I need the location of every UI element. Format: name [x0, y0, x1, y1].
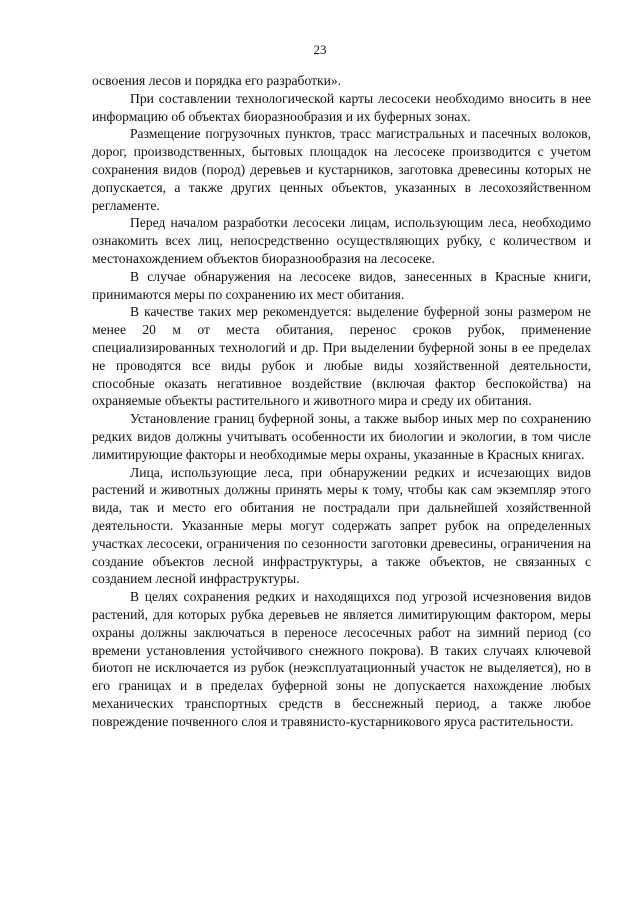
paragraph: В качестве таких мер рекомендуется: выделение буферной зоны размером не менее 20 м от места обитания, перенос сроков рубок, применение специализированных технологий и др. При выделении буферной зоны в ее пределах не проводятся все виды рубок и любые виды хозяйственной деятельности, способные оказать негативное воздействие (включая фактор беспокойства) на охраняемые объекты растительного и животного мира и среду их обитания. [92, 304, 591, 409]
paragraph: При составлении технологической карты лесосеки необходимо вносить в нее информацию об объектах биоразнообразия и их буферных зонах. [92, 90, 591, 124]
paragraph: Лица, использующие леса, при обнаружении редких и исчезающих видов растений и животных должны принять меры к тому, чтобы как сам экземпляр этого вида, так и место его обитания не пострадали при дальнейшей хозяйственной деятельности. Указанные меры могут содержать запрет рубок на определенных участках лесосеки, ограничения по сезонности заготовки древесины, ограничения на создание объектов лесной инфраструктуры, а также объектов, не связанных с созданием лесной инфраструктуры. [92, 464, 591, 587]
paragraph: В случае обнаружения на лесосеке видов, занесенных в Красные книги, принимаются меры по сохранению их мест обитания. [92, 268, 591, 302]
paragraph: освоения лесов и порядка его разработки». [92, 73, 342, 88]
page-number: 23 [313, 42, 327, 57]
paragraph: Перед началом разработки лесосеки лицам, использующим леса, необходимо ознакомить всех лиц, непосредственно осуществляющих рубку, с количеством и местонахождением объектов биоразнообразия на лесосеке. [92, 215, 591, 266]
paragraph: Установление границ буферной зоны, а также выбор иных мер по сохранению редких видов должны учитывать особенности их биологии и экологии, в том числе лимитирующие факторы и необходимые меры охраны, указанные в Красных книгах. [92, 411, 591, 462]
text-body [92, 72, 591, 730]
paragraph: Размещение погрузочных пунктов, трасс магистральных и пасечных волоков, дорог, производственных, бытовых площадок на лесосеке производится с учетом сохранения видов (пород) деревьев и кустарников, заготовка древесины которых не допускается, а также других ценных объектов, указанных в лесохозяйственном регламенте. [92, 126, 591, 213]
paragraph: В целях сохранения редких и находящихся под угрозой исчезновения видов растений, для которых рубка деревьев не является лимитирующим фактором, меры охраны должны заключаться в переносе лесосечных работ на зимний период (со времени установления устойчивого снежного покрова). В таких случаях ключевой биотоп не исключается из рубок (неэксплуатационный участок не выделяется), но в его границах и в пределах буферной зоны не допускается нахождение любых механических транспортных средств в бесснежный период, а также любое повреждение почвенного слоя и травянисто-кустарникового яруса растительности. [92, 589, 591, 729]
